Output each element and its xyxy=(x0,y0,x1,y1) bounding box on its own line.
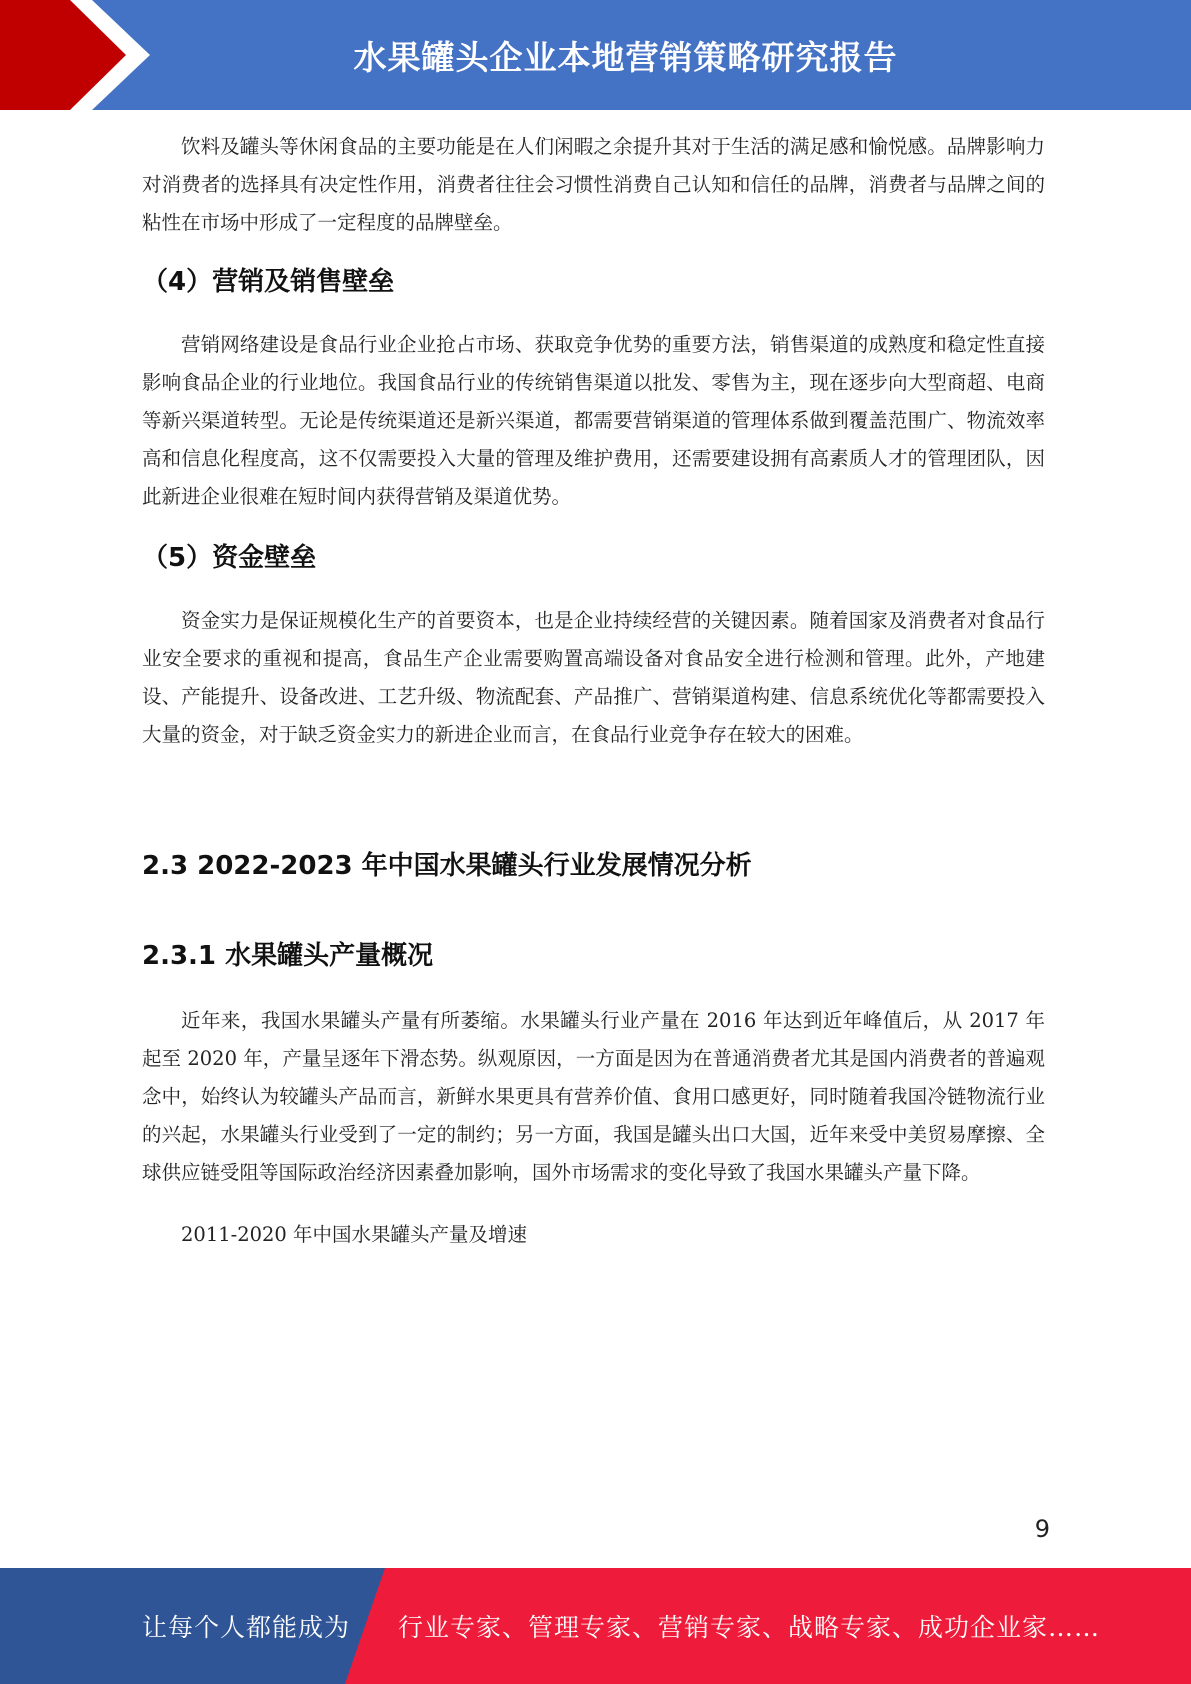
footer-slogan-right: 行业专家、管理专家、营销专家、战略专家、成功企业家…… xyxy=(398,1613,1101,1642)
heading-section-2-3-1: 2.3.1 水果罐头产量概况 xyxy=(142,941,434,971)
heading-capital-barrier: （5）资金壁垒 xyxy=(142,543,317,573)
paragraph-output-overview: 近年来，我国水果罐头产量有所萎缩。水果罐头行业产量在 2016 年达到近年峰值后，从 2017 年起至 2020 年，产量呈逐年下滑态势。纵观原因，一方面是因为在普通消费者尤其是国内消费者的普遍观念中，始终认为较罐头产品而言，新鲜水果更具有营养价值、食用口感更好，同时随着我国冷链物流行业的兴起，水果罐头行业受到了一定的制约；另一方面，我国是罐头出口大国，近年来受中美贸易摩擦、全球供应链受阻等国际政治经济因素叠加影响，国外市场需求的变化导致了我国水果罐头产量下降。 xyxy=(142,1009,1045,1184)
paragraph-capital-barrier: 资金实力是保证规模化生产的首要资本，也是企业持续经营的关键因素。随着国家及消费者对食品行业安全要求的重视和提高，食品生产企业需要购置高端设备对食品安全进行检测和管理。此外，产地建设、产能提升、设备改进、工艺升级、物流配套、产品推广、营销渠道构建、信息系统优化等都需要投入大量的资金，对于缺乏资金实力的新进企业而言，在食品行业竞争存在较大的困难。 xyxy=(142,609,1045,746)
footer-slogan-left: 让每个人都能成为 xyxy=(142,1613,351,1642)
heading-marketing-barrier: （4）营销及销售壁垒 xyxy=(142,267,395,297)
header-title: 水果罐头企业本地营销策略研究报告 xyxy=(353,37,898,77)
chart-caption: 2011-2020 年中国水果罐头产量及增速 xyxy=(181,1223,528,1246)
heading-section-2-3: 2.3 2022-2023 年中国水果罐头行业发展情况分析 xyxy=(142,851,752,881)
paragraph-marketing-barrier: 营销网络建设是食品行业企业抢占市场、获取竞争优势的重要方法，销售渠道的成熟度和稳定性直接影响食品企业的行业地位。我国食品行业的传统销售渠道以批发、零售为主，现在逐步向大型商超、电商等新兴渠道转型。无论是传统渠道还是新兴渠道，都需要营销渠道的管理体系做到覆盖范围广、物流效率高和信息化程度高，这不仅需要投入大量的管理及维护费用，还需要建设拥有高素质人才的管理团队，因此新进企业很难在短时间内获得营销及渠道优势。 xyxy=(142,333,1045,508)
header-banner xyxy=(0,0,1191,110)
intro-paragraph: 饮料及罐头等休闲食品的主要功能是在人们闲暇之余提升其对于生活的满足感和愉悦感。品牌影响力对消费者的选择具有决定性作用，消费者往往会习惯性消费自己认知和信任的品牌，消费者与品牌之间的粘性在市场中形成了一定程度的品牌壁垒。 xyxy=(142,135,1045,234)
footer-banner xyxy=(0,1568,1191,1684)
page-number: 9 xyxy=(1034,1515,1050,1543)
main-content xyxy=(142,128,1045,1250)
